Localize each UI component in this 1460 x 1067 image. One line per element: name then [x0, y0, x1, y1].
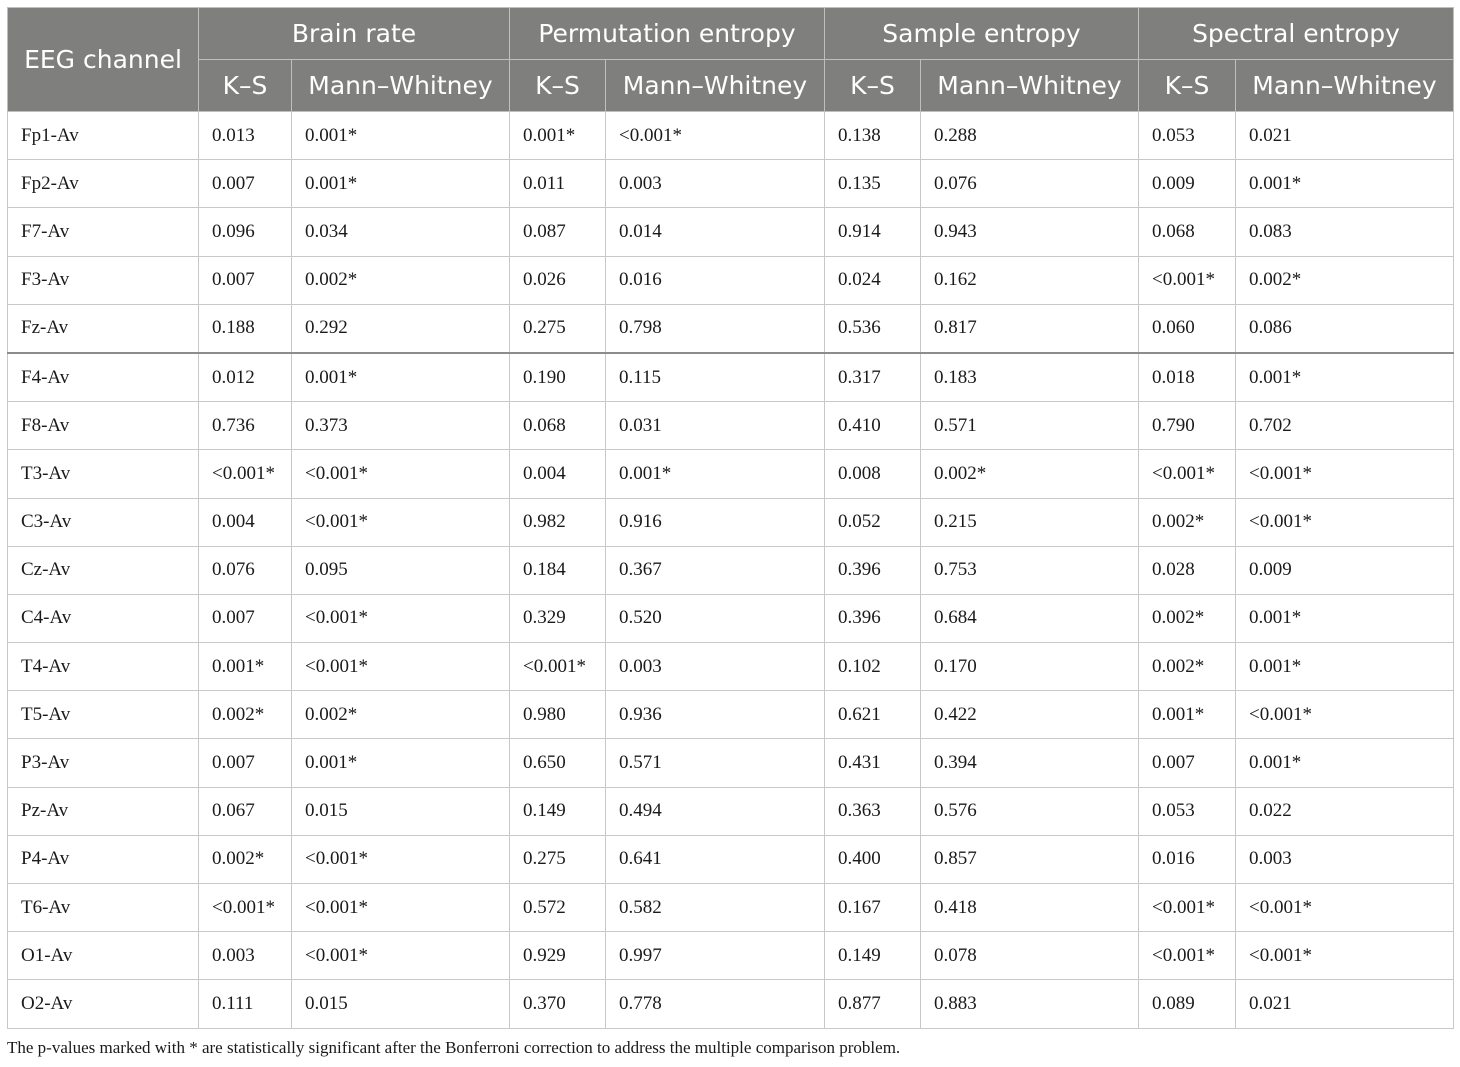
sample-entropy-mw-cell: 0.215 [921, 498, 1139, 546]
perm-entropy-ks-cell: 0.149 [510, 787, 606, 835]
perm-entropy-mw-cell: 0.798 [606, 304, 825, 353]
sample-entropy-mw-cell: 0.753 [921, 546, 1139, 594]
spectral-entropy-mw-cell: 0.001* [1236, 353, 1454, 402]
sample-entropy-mw-cell: 0.571 [921, 402, 1139, 450]
brain-rate-ks-cell: 0.002* [199, 835, 292, 883]
perm-entropy-ks-cell: 0.011 [510, 160, 606, 208]
table-row [8, 546, 1454, 594]
spectral-entropy-ks-cell: 0.053 [1139, 112, 1236, 160]
sample-entropy-mw-cell: 0.422 [921, 691, 1139, 739]
perm-entropy-ks-cell: 0.572 [510, 884, 606, 932]
table-row [8, 160, 1454, 208]
sample-entropy-mw-cell: 0.078 [921, 932, 1139, 980]
brain-rate-mw-cell: 0.034 [292, 208, 510, 256]
sample-entropy-mw-cell: 0.288 [921, 112, 1139, 160]
spectral-entropy-mw-cell: <0.001* [1236, 498, 1454, 546]
channel-cell: F4-Av [8, 353, 199, 402]
sample-entropy-ks-cell: 0.536 [825, 304, 921, 353]
spectral-entropy-ks-cell: 0.018 [1139, 353, 1236, 402]
channel-cell: Fp2-Av [8, 160, 199, 208]
sample-entropy-ks-cell: 0.024 [825, 256, 921, 304]
table-row [8, 980, 1454, 1028]
perm-entropy-mw-cell: 0.520 [606, 594, 825, 642]
spectral-entropy-mw-cell: 0.021 [1236, 112, 1454, 160]
brain-rate-ks-cell: 0.007 [199, 256, 292, 304]
channel-cell: P3-Av [8, 739, 199, 787]
brain-rate-ks-cell: 0.013 [199, 112, 292, 160]
perm-entropy-ks-cell: 0.650 [510, 739, 606, 787]
spectral-entropy-mw-cell: 0.702 [1236, 402, 1454, 450]
perm-entropy-mw-cell: 0.115 [606, 353, 825, 402]
brain-rate-mw-cell: 0.095 [292, 546, 510, 594]
spectral-entropy-mw-cell: 0.001* [1236, 160, 1454, 208]
table-body [8, 112, 1454, 1029]
sample-entropy-ks-cell: 0.138 [825, 112, 921, 160]
spectral-entropy-ks-cell: 0.002* [1139, 594, 1236, 642]
sample-entropy-ks-cell: 0.363 [825, 787, 921, 835]
spectral-entropy-ks-cell: 0.060 [1139, 304, 1236, 353]
perm-entropy-mw-cell: 0.582 [606, 884, 825, 932]
channel-cell: F3-Av [8, 256, 199, 304]
sample-entropy-ks-cell: 0.052 [825, 498, 921, 546]
spectral-entropy-mw-cell: <0.001* [1236, 884, 1454, 932]
spectral-entropy-mw-cell: 0.021 [1236, 980, 1454, 1028]
perm-entropy-mw-cell: 0.916 [606, 498, 825, 546]
subheader-ks: K–S [825, 60, 921, 112]
spectral-entropy-mw-cell: 0.001* [1236, 739, 1454, 787]
brain-rate-mw-cell: 0.002* [292, 691, 510, 739]
table-row [8, 594, 1454, 642]
table-row [8, 208, 1454, 256]
brain-rate-ks-cell: 0.076 [199, 546, 292, 594]
brain-rate-mw-cell: 0.001* [292, 353, 510, 402]
sample-entropy-mw-cell: 0.684 [921, 594, 1139, 642]
channel-cell: Fz-Av [8, 304, 199, 353]
brain-rate-ks-cell: 0.067 [199, 787, 292, 835]
perm-entropy-ks-cell: 0.026 [510, 256, 606, 304]
sample-entropy-ks-cell: 0.396 [825, 546, 921, 594]
sample-entropy-ks-cell: 0.102 [825, 643, 921, 691]
subheader-ks: K–S [199, 60, 292, 112]
spectral-entropy-mw-cell: <0.001* [1236, 450, 1454, 498]
channel-cell: T3-Av [8, 450, 199, 498]
spectral-entropy-mw-cell: <0.001* [1236, 691, 1454, 739]
spectral-entropy-ks-cell: <0.001* [1139, 256, 1236, 304]
sample-entropy-mw-cell: 0.943 [921, 208, 1139, 256]
perm-entropy-mw-cell: 0.641 [606, 835, 825, 883]
perm-entropy-mw-cell: 0.936 [606, 691, 825, 739]
channel-cell: F7-Av [8, 208, 199, 256]
table-row [8, 643, 1454, 691]
subheader-ks: K–S [510, 60, 606, 112]
channel-cell: T4-Av [8, 643, 199, 691]
perm-entropy-mw-cell: 0.997 [606, 932, 825, 980]
perm-entropy-ks-cell: 0.190 [510, 353, 606, 402]
sample-entropy-ks-cell: 0.167 [825, 884, 921, 932]
spectral-entropy-ks-cell: 0.053 [1139, 787, 1236, 835]
brain-rate-ks-cell: 0.188 [199, 304, 292, 353]
sample-entropy-mw-cell: 0.076 [921, 160, 1139, 208]
spectral-entropy-mw-cell: 0.001* [1236, 643, 1454, 691]
perm-entropy-mw-cell: <0.001* [606, 112, 825, 160]
sample-entropy-mw-cell: 0.418 [921, 884, 1139, 932]
channel-cell: O2-Av [8, 980, 199, 1028]
perm-entropy-mw-cell: 0.778 [606, 980, 825, 1028]
sample-entropy-ks-cell: 0.149 [825, 932, 921, 980]
table-row [8, 112, 1454, 160]
table-row [8, 932, 1454, 980]
perm-entropy-ks-cell: 0.087 [510, 208, 606, 256]
spectral-entropy-ks-cell: <0.001* [1139, 932, 1236, 980]
brain-rate-mw-cell: 0.015 [292, 980, 510, 1028]
brain-rate-ks-cell: 0.111 [199, 980, 292, 1028]
perm-entropy-ks-cell: 0.929 [510, 932, 606, 980]
brain-rate-ks-cell: 0.736 [199, 402, 292, 450]
brain-rate-ks-cell: <0.001* [199, 450, 292, 498]
brain-rate-ks-cell: 0.012 [199, 353, 292, 402]
perm-entropy-mw-cell: 0.014 [606, 208, 825, 256]
brain-rate-mw-cell: 0.373 [292, 402, 510, 450]
spectral-entropy-ks-cell: 0.002* [1139, 643, 1236, 691]
perm-entropy-ks-cell: 0.329 [510, 594, 606, 642]
header-permutation-entropy: Permutation entropy [510, 8, 825, 60]
sample-entropy-ks-cell: 0.914 [825, 208, 921, 256]
brain-rate-mw-cell: <0.001* [292, 932, 510, 980]
brain-rate-ks-cell: <0.001* [199, 884, 292, 932]
perm-entropy-ks-cell: 0.275 [510, 835, 606, 883]
brain-rate-mw-cell: 0.015 [292, 787, 510, 835]
brain-rate-mw-cell: <0.001* [292, 450, 510, 498]
channel-cell: T5-Av [8, 691, 199, 739]
perm-entropy-ks-cell: 0.370 [510, 980, 606, 1028]
perm-entropy-mw-cell: 0.003 [606, 160, 825, 208]
spectral-entropy-ks-cell: 0.007 [1139, 739, 1236, 787]
channel-cell: O1-Av [8, 932, 199, 980]
sample-entropy-ks-cell: 0.400 [825, 835, 921, 883]
brain-rate-mw-cell: 0.001* [292, 160, 510, 208]
perm-entropy-ks-cell: 0.982 [510, 498, 606, 546]
sample-entropy-mw-cell: 0.162 [921, 256, 1139, 304]
channel-cell: C4-Av [8, 594, 199, 642]
sample-entropy-ks-cell: 0.877 [825, 980, 921, 1028]
brain-rate-mw-cell: 0.001* [292, 739, 510, 787]
brain-rate-ks-cell: 0.007 [199, 160, 292, 208]
sample-entropy-ks-cell: 0.396 [825, 594, 921, 642]
brain-rate-mw-cell: 0.001* [292, 112, 510, 160]
table-row [8, 691, 1454, 739]
table-row [8, 884, 1454, 932]
spectral-entropy-mw-cell: 0.003 [1236, 835, 1454, 883]
sample-entropy-mw-cell: 0.002* [921, 450, 1139, 498]
header-sample-entropy: Sample entropy [825, 8, 1139, 60]
channel-cell: C3-Av [8, 498, 199, 546]
table-row [8, 353, 1454, 402]
subheader-mann-whitney: Mann–Whitney [292, 60, 510, 112]
spectral-entropy-ks-cell: <0.001* [1139, 450, 1236, 498]
perm-entropy-ks-cell: 0.004 [510, 450, 606, 498]
perm-entropy-ks-cell: 0.275 [510, 304, 606, 353]
spectral-entropy-mw-cell: 0.086 [1236, 304, 1454, 353]
perm-entropy-mw-cell: 0.494 [606, 787, 825, 835]
perm-entropy-mw-cell: 0.016 [606, 256, 825, 304]
perm-entropy-ks-cell: 0.001* [510, 112, 606, 160]
table-row [8, 256, 1454, 304]
spectral-entropy-ks-cell: 0.016 [1139, 835, 1236, 883]
perm-entropy-ks-cell: 0.068 [510, 402, 606, 450]
sample-entropy-ks-cell: 0.135 [825, 160, 921, 208]
spectral-entropy-mw-cell: <0.001* [1236, 932, 1454, 980]
brain-rate-mw-cell: <0.001* [292, 884, 510, 932]
perm-entropy-mw-cell: 0.367 [606, 546, 825, 594]
table-footnote: The p-values marked with * are statistically significant after the Bonferroni correction to address the multiple comparison problem. [7, 1038, 901, 1057]
spectral-entropy-ks-cell: 0.001* [1139, 691, 1236, 739]
perm-entropy-mw-cell: 0.003 [606, 643, 825, 691]
header-spectral-entropy: Spectral entropy [1139, 8, 1454, 60]
spectral-entropy-ks-cell: 0.028 [1139, 546, 1236, 594]
subheader-mann-whitney: Mann–Whitney [1236, 60, 1454, 112]
spectral-entropy-mw-cell: 0.001* [1236, 594, 1454, 642]
sample-entropy-ks-cell: 0.008 [825, 450, 921, 498]
brain-rate-mw-cell: 0.002* [292, 256, 510, 304]
sample-entropy-ks-cell: 0.431 [825, 739, 921, 787]
subheader-ks: K–S [1139, 60, 1236, 112]
brain-rate-mw-cell: <0.001* [292, 835, 510, 883]
brain-rate-mw-cell: <0.001* [292, 643, 510, 691]
sample-entropy-mw-cell: 0.170 [921, 643, 1139, 691]
sample-entropy-ks-cell: 0.410 [825, 402, 921, 450]
brain-rate-ks-cell: 0.003 [199, 932, 292, 980]
brain-rate-ks-cell: 0.007 [199, 739, 292, 787]
sample-entropy-mw-cell: 0.883 [921, 980, 1139, 1028]
brain-rate-ks-cell: 0.002* [199, 691, 292, 739]
header-brain-rate: Brain rate [199, 8, 510, 60]
sample-entropy-ks-cell: 0.317 [825, 353, 921, 402]
sample-entropy-mw-cell: 0.183 [921, 353, 1139, 402]
sample-entropy-ks-cell: 0.621 [825, 691, 921, 739]
channel-cell: T6-Av [8, 884, 199, 932]
perm-entropy-mw-cell: 0.031 [606, 402, 825, 450]
header-eeg-channel: EEG channel [8, 8, 199, 112]
spectral-entropy-mw-cell: 0.002* [1236, 256, 1454, 304]
brain-rate-ks-cell: 0.096 [199, 208, 292, 256]
spectral-entropy-mw-cell: 0.022 [1236, 787, 1454, 835]
table-row [8, 835, 1454, 883]
perm-entropy-ks-cell: 0.184 [510, 546, 606, 594]
perm-entropy-ks-cell: <0.001* [510, 643, 606, 691]
sample-entropy-mw-cell: 0.394 [921, 739, 1139, 787]
spectral-entropy-ks-cell: 0.009 [1139, 160, 1236, 208]
brain-rate-mw-cell: <0.001* [292, 498, 510, 546]
brain-rate-ks-cell: 0.007 [199, 594, 292, 642]
brain-rate-ks-cell: 0.001* [199, 643, 292, 691]
table-row [8, 787, 1454, 835]
spectral-entropy-mw-cell: 0.009 [1236, 546, 1454, 594]
sample-entropy-mw-cell: 0.576 [921, 787, 1139, 835]
spectral-entropy-ks-cell: <0.001* [1139, 884, 1236, 932]
spectral-entropy-ks-cell: 0.068 [1139, 208, 1236, 256]
channel-cell: F8-Av [8, 402, 199, 450]
channel-cell: Pz-Av [8, 787, 199, 835]
brain-rate-mw-cell: 0.292 [292, 304, 510, 353]
sample-entropy-mw-cell: 0.857 [921, 835, 1139, 883]
channel-cell: P4-Av [8, 835, 199, 883]
subheader-mann-whitney: Mann–Whitney [921, 60, 1139, 112]
perm-entropy-mw-cell: 0.571 [606, 739, 825, 787]
spectral-entropy-mw-cell: 0.083 [1236, 208, 1454, 256]
results-table-container [7, 7, 1453, 1029]
table-row [8, 739, 1454, 787]
table-row [8, 402, 1454, 450]
spectral-entropy-ks-cell: 0.002* [1139, 498, 1236, 546]
spectral-entropy-ks-cell: 0.089 [1139, 980, 1236, 1028]
brain-rate-mw-cell: <0.001* [292, 594, 510, 642]
channel-cell: Cz-Av [8, 546, 199, 594]
table-row [8, 498, 1454, 546]
sample-entropy-mw-cell: 0.817 [921, 304, 1139, 353]
perm-entropy-ks-cell: 0.980 [510, 691, 606, 739]
brain-rate-ks-cell: 0.004 [199, 498, 292, 546]
p-value-table [7, 7, 1454, 1029]
subheader-mann-whitney: Mann–Whitney [606, 60, 825, 112]
spectral-entropy-ks-cell: 0.790 [1139, 402, 1236, 450]
table-row [8, 304, 1454, 353]
table-row [8, 450, 1454, 498]
perm-entropy-mw-cell: 0.001* [606, 450, 825, 498]
channel-cell: Fp1-Av [8, 112, 199, 160]
